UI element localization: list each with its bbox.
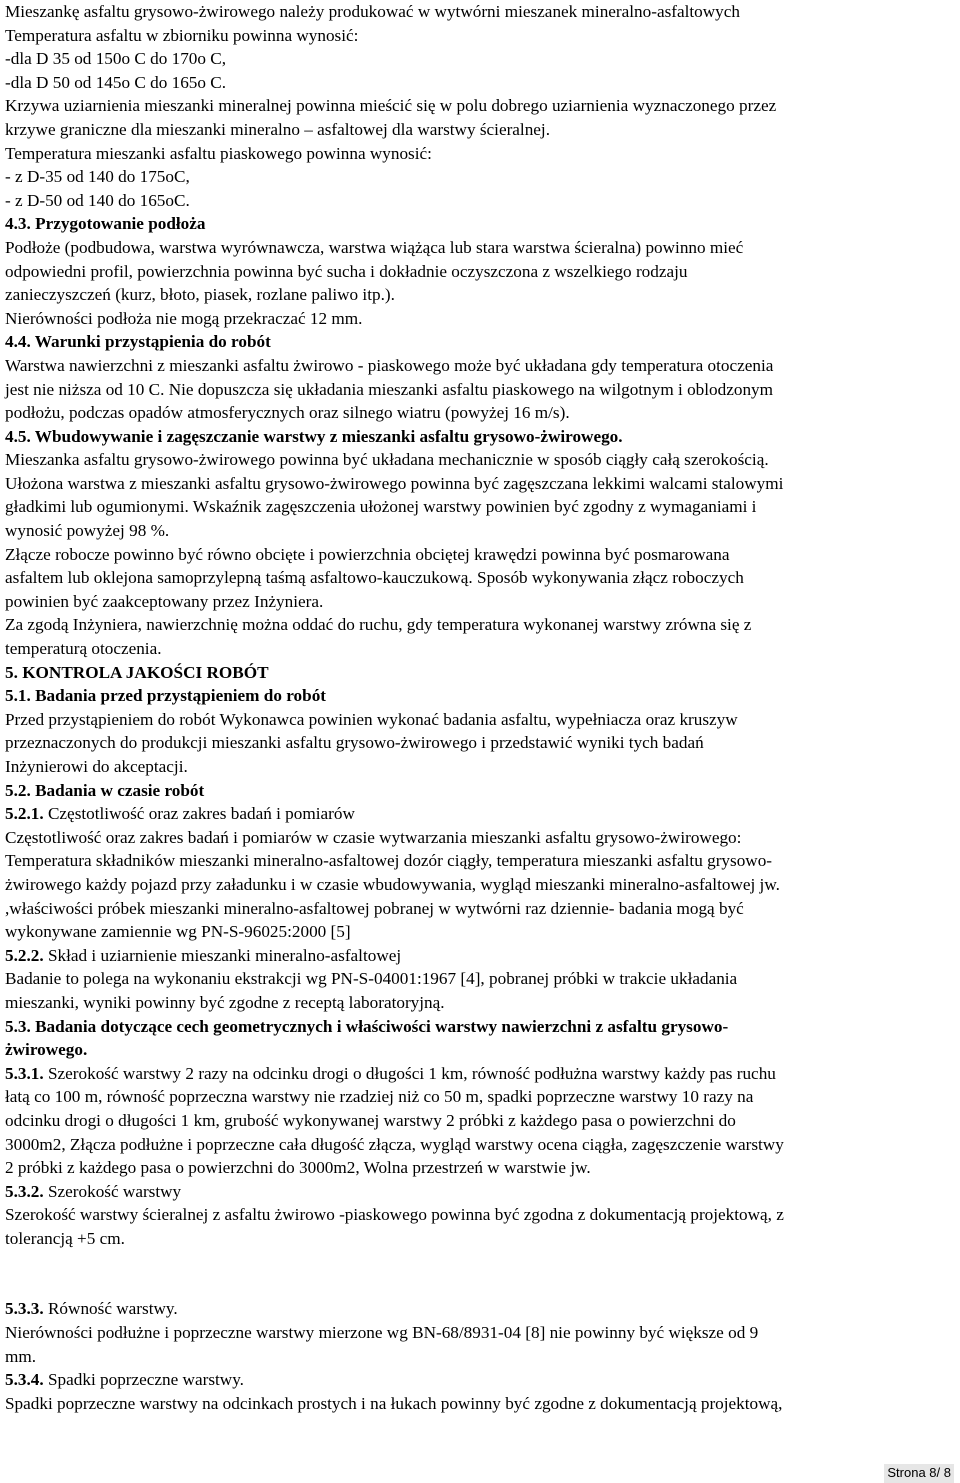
text-line xyxy=(5,613,957,637)
bold-text: 5. KONTROLA JAKOŚCI ROBÓT xyxy=(5,662,269,682)
bold-text: 5.1. Badania przed przystąpieniem do robót xyxy=(5,686,327,706)
text-span: - z D-35 od 140 do 175oC, xyxy=(5,167,190,187)
text-span: Podłoże (podbudowa, warstwa wyrównawcza, warstwa wiążąca lub stara warstwa ścieralna) powinno mieć xyxy=(5,237,744,257)
text-span: Częstotliwość oraz zakres badań i pomiarów w czasie wytwarzania mieszanki asfaltu grysowo-żwirowego: xyxy=(5,827,742,847)
text-span: Szerokość warstwy ścieralnej z asfaltu żwirowo -piaskowego powinna być zgodna z dokumentacją projektową, z xyxy=(5,1205,784,1225)
text-line xyxy=(5,1297,957,1321)
bold-text: żwirowego. xyxy=(5,1040,88,1060)
text-line xyxy=(5,118,957,142)
text-line xyxy=(5,1038,957,1062)
text-span: Za zgodą Inżyniera, nawierzchnię można oddać do ruchu, gdy temperatura wykonanej warstwy zrówna się z xyxy=(5,615,752,635)
text-line xyxy=(5,378,957,402)
text-line xyxy=(5,708,957,732)
text-line xyxy=(5,448,957,472)
text-line xyxy=(5,47,957,71)
text-line xyxy=(5,495,957,519)
text-line xyxy=(5,1392,957,1416)
bold-text: 5.2.2. xyxy=(5,945,44,965)
bold-text: 4.4. Warunki przystąpienia do robót xyxy=(5,332,271,352)
text-line xyxy=(5,543,957,567)
bold-text: 5.2.1. xyxy=(5,804,44,824)
text-span: Temperatura składników mieszanki mineralno-asfaltowej dozór ciągły, temperatura mieszanki asfaltu grysowo- xyxy=(5,851,773,871)
text-span: mieszanki, wyniki powinny być zgodne z receptą laboratoryjną. xyxy=(5,992,445,1012)
text-line xyxy=(5,661,957,685)
text-line xyxy=(5,1133,957,1157)
text-span: Równość warstwy. xyxy=(43,1299,178,1319)
text-span: Szerokość warstwy 2 razy na odcinku drogi o długości 1 km, równość podłużna warstwy każdy pas ruchu xyxy=(43,1063,776,1083)
text-span: Mieszanka asfaltu grysowo-żwirowego powinna być układana mechanicznie w sposób ciągły całą szerokością. xyxy=(5,450,769,470)
text-line xyxy=(5,802,957,826)
text-span: Krzywa uziarnienia mieszanki mineralnej powinna mieścić się w polu dobrego uziarnienia wyznaczonego przez xyxy=(5,96,777,116)
text-line xyxy=(5,401,957,425)
text-line xyxy=(5,1180,957,1204)
bold-text: 4.3. Przygotowanie podłoża xyxy=(5,214,206,234)
text-span: -dla D 50 od 145o C do 165o C. xyxy=(5,72,227,92)
text-span: jest nie niższa od 10 C. Nie dopuszcza się układania mieszanki asfaltu piaskowego na wilgotnym i oblodzonym xyxy=(5,379,773,399)
document-body xyxy=(5,0,957,1415)
text-span: -dla D 35 od 150o C do 170o C, xyxy=(5,49,227,69)
text-line xyxy=(5,944,957,968)
text-line xyxy=(5,1015,957,1039)
text-span: asfaltem lub oklejona samoprzylepną taśmą asfaltowo-kauczukową. Sposób wykonywania złącz roboczych xyxy=(5,568,744,588)
text-span: 2 próbki z każdego pasa o powierzchni do 3000m2, Wolna przestrzeń w warstwie jw. xyxy=(5,1158,591,1178)
text-line xyxy=(5,1062,957,1086)
text-span: Temperatura asfaltu w zbiorniku powinna wynosić: xyxy=(5,25,359,45)
text-line xyxy=(5,519,957,543)
text-line xyxy=(5,779,957,803)
text-line xyxy=(5,590,957,614)
text-span: wykonywane zamiennie wg PN-S-96025:2000 [5] xyxy=(5,922,351,942)
text-span: Skład i uziarnienie mieszanki mineralno-asfaltowej xyxy=(43,945,402,965)
text-span: łatą co 100 m, równość poprzeczna warstwy nie rzadziej niż co 50 m, spadki poprzeczne warstwy 10 razy na xyxy=(5,1087,754,1107)
text-line xyxy=(5,0,957,24)
text-span: powinien być zaakceptowany przez Inżyniera. xyxy=(5,591,324,611)
text-line xyxy=(5,1156,957,1180)
text-line xyxy=(5,849,957,873)
blank-line xyxy=(5,1250,957,1297)
text-line xyxy=(5,566,957,590)
bold-text: 5.3.4. xyxy=(5,1370,44,1390)
text-span: Przed przystąpieniem do robót Wykonawca powinien wykonać badania asfaltu, wypełniacza oraz kruszyw xyxy=(5,709,738,729)
text-line xyxy=(5,1085,957,1109)
text-span: Spadki poprzeczne warstwy. xyxy=(43,1370,244,1390)
bold-text: 5.3. Badania dotyczące cech geometrycznych i właściwości warstwy nawierzchni z asfaltu grysowo- xyxy=(5,1016,729,1036)
text-span: krzywe graniczne dla mieszanki mineralno – asfaltowej dla warstwy ścieralnej. xyxy=(5,119,551,139)
bold-text: 5.2. Badania w czasie robót xyxy=(5,780,205,800)
text-line xyxy=(5,873,957,897)
text-span: mm. xyxy=(5,1346,37,1366)
text-line xyxy=(5,1321,957,1345)
text-line xyxy=(5,71,957,95)
text-span: 3000m2, Złącza podłużne i poprzeczne cała długość złącza, wygląd warstwy ocena ciągła, zagęszczenie warstwy xyxy=(5,1134,784,1154)
text-line xyxy=(5,425,957,449)
text-line xyxy=(5,1368,957,1392)
text-line xyxy=(5,472,957,496)
text-span: Spadki poprzeczne warstwy na odcinkach prostych i na łukach powinny być zgodne z dokumentacją projektową, xyxy=(5,1393,783,1413)
text-line xyxy=(5,283,957,307)
text-line xyxy=(5,755,957,779)
text-span: żwirowego każdy pojazd przy załadunku i w czasie wbudowywania, wygląd mieszanki mineralno-asfaltowej jw. xyxy=(5,874,780,894)
page-footer: Strona 8/ 8 xyxy=(884,1464,954,1483)
text-line xyxy=(5,165,957,189)
text-line xyxy=(5,1345,957,1369)
text-span: Mieszankę asfaltu grysowo-żwirowego należy produkować w wytwórni mieszanek mineralno-asfaltowych xyxy=(5,2,741,21)
text-span: zanieczyszczeń (kurz, błoto, piasek, rozlane paliwo itp.). xyxy=(5,285,395,305)
text-line xyxy=(5,731,957,755)
bold-text: 5.3.1. xyxy=(5,1063,44,1083)
text-line xyxy=(5,94,957,118)
text-span: odcinku drogi o długości 1 km, grubość wykonywanej warstwy 2 próbki z każdego pasa o powierzchni do xyxy=(5,1110,736,1130)
text-line xyxy=(5,1109,957,1133)
text-span: podłożu, podczas opadów atmosferycznych oraz silnego wiatru (powyżej 16 m/s). xyxy=(5,403,570,423)
text-span: - z D-50 od 140 do 165oC. xyxy=(5,190,190,210)
text-span: Złącze robocze powinno być równo obcięte i powierzchnia obciętej krawędzi powinna być posmarowana xyxy=(5,544,730,564)
text-span: temperaturą otoczenia. xyxy=(5,639,162,659)
text-line xyxy=(5,684,957,708)
text-span: Inżynierowi do akceptacji. xyxy=(5,757,188,776)
text-line xyxy=(5,142,957,166)
text-span: przeznaczonych do produkcji mieszanki asfaltu grysowo-żwirowego i przedstawić wyniki tych badań xyxy=(5,733,704,753)
text-span: Częstotliwość oraz zakres badań i pomiarów xyxy=(43,804,355,824)
text-line xyxy=(5,967,957,991)
text-span: Temperatura mieszanki asfaltu piaskowego powinna wynosić: xyxy=(5,143,432,163)
text-line xyxy=(5,354,957,378)
text-line xyxy=(5,260,957,284)
text-span: Nierówności podłoża nie mogą przekraczać 12 mm. xyxy=(5,308,363,328)
text-line xyxy=(5,212,957,236)
bold-text: 5.3.3. xyxy=(5,1299,44,1319)
text-line xyxy=(5,991,957,1015)
text-line xyxy=(5,236,957,260)
text-span: ,właściwości próbek mieszanki mineralno-asfaltowej pobranej w wytwórni raz dziennie- badania mogą być xyxy=(5,898,744,918)
text-span: Warstwa nawierzchni z mieszanki asfaltu żwirowo - piaskowego może być układana gdy temperatura otoczenia xyxy=(5,355,774,375)
text-line xyxy=(5,330,957,354)
bold-text: 5.3.2. xyxy=(5,1181,44,1201)
text-line xyxy=(5,307,957,331)
text-span: Szerokość warstwy xyxy=(43,1181,182,1201)
text-span: Nierówności podłużne i poprzeczne warstwy mierzone wg BN-68/8931-04 [8] nie powinny być większe od 9 xyxy=(5,1323,759,1343)
text-span: Ułożona warstwa z mieszanki asfaltu grysowo-żwirowego powinna być zagęszczana lekkimi walcami stalowymi xyxy=(5,473,784,493)
text-span: tolerancją +5 cm. xyxy=(5,1228,125,1248)
text-line xyxy=(5,920,957,944)
text-line xyxy=(5,826,957,850)
text-line xyxy=(5,897,957,921)
text-line xyxy=(5,637,957,661)
text-span: wynosić powyżej 98 %. xyxy=(5,521,170,541)
text-span: gładkimi lub ogumionymi. Wskaźnik zagęszczenia ułożonej warstwy powinien być zgodny z wymaganiami i xyxy=(5,497,757,517)
text-line xyxy=(5,189,957,213)
text-line xyxy=(5,1227,957,1251)
text-line xyxy=(5,1203,957,1227)
text-span: odpowiedni profil, powierzchnia powinna być sucha i dokładnie oczyszczona z wszelkiego rodzaju xyxy=(5,261,688,281)
text-line xyxy=(5,24,957,48)
bold-text: 4.5. Wbudowywanie i zagęszczanie warstwy z mieszanki asfaltu grysowo-żwirowego. xyxy=(5,426,623,446)
text-span: Badanie to polega na wykonaniu ekstrakcji wg PN-S-04001:1967 [4], pobranej próbki w trakcie układania xyxy=(5,969,738,989)
